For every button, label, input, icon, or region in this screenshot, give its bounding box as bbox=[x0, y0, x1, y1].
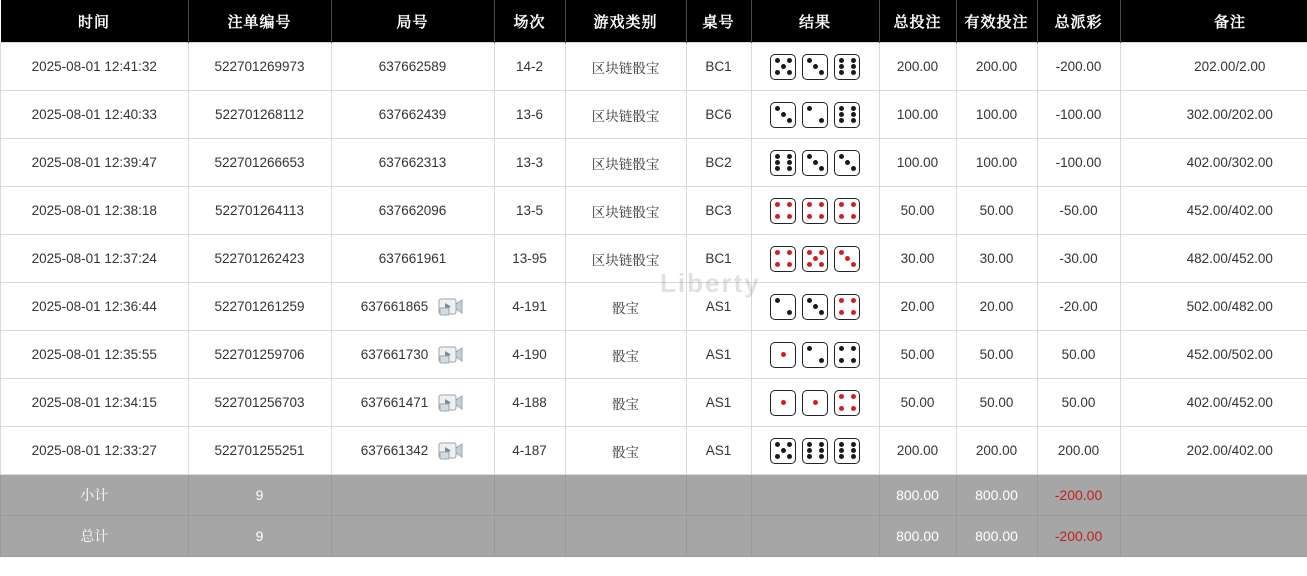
column-header-total-payout[interactable]: 总派彩 bbox=[1037, 0, 1120, 43]
grandtotal-row-remark-blank bbox=[1120, 516, 1307, 557]
table-header bbox=[1, 0, 1307, 43]
cell-game-type: 区块链骰宝 bbox=[565, 91, 686, 139]
dice-face-6 bbox=[770, 150, 796, 176]
dice-face-6 bbox=[802, 438, 828, 464]
cell-result bbox=[751, 91, 879, 139]
cell-total-bet: 30.00 bbox=[879, 235, 956, 283]
round-no-wrapper bbox=[333, 344, 493, 366]
cell-total-bet: 100.00 bbox=[879, 91, 956, 139]
dice-group bbox=[753, 54, 878, 80]
cell-remark: 482.00/452.00 bbox=[1120, 235, 1307, 283]
dice-face-6 bbox=[834, 102, 860, 128]
grandtotal-row-total-bet: 800.00 bbox=[879, 516, 956, 557]
cell-valid-bet: 50.00 bbox=[956, 331, 1037, 379]
subtotal-row-total-bet: 800.00 bbox=[879, 475, 956, 516]
dice-face-1 bbox=[770, 390, 796, 416]
cell-remark: 202.00/2.00 bbox=[1120, 43, 1307, 91]
cell-result bbox=[751, 235, 879, 283]
cell-table-no: AS1 bbox=[686, 379, 751, 427]
cell-game-type: 区块链骰宝 bbox=[565, 187, 686, 235]
cell-valid-bet: 50.00 bbox=[956, 187, 1037, 235]
dice-face-4 bbox=[770, 246, 796, 272]
column-header-valid-bet[interactable]: 有效投注 bbox=[956, 0, 1037, 43]
cell-game-type: 骰宝 bbox=[565, 283, 686, 331]
cell-order-no: 522701262423 bbox=[188, 235, 331, 283]
table-row[interactable] bbox=[1, 91, 1307, 139]
round-no-text: 637661471 bbox=[360, 395, 429, 410]
dice-group bbox=[753, 438, 878, 464]
grandtotal-row-game-type-blank bbox=[565, 516, 686, 557]
dice-group bbox=[753, 150, 878, 176]
video-replay-icon[interactable] bbox=[438, 392, 464, 414]
round-no-wrapper bbox=[333, 155, 493, 170]
cell-table-no: BC1 bbox=[686, 43, 751, 91]
cell-time: 2025-08-01 12:37:24 bbox=[1, 235, 189, 283]
dice-face-4 bbox=[834, 198, 860, 224]
cell-session: 4-188 bbox=[494, 379, 565, 427]
round-no-text: 637661961 bbox=[378, 251, 447, 266]
round-no-wrapper bbox=[333, 203, 493, 218]
cell-game-type: 骰宝 bbox=[565, 427, 686, 475]
cell-order-no: 522701256703 bbox=[188, 379, 331, 427]
dice-face-2 bbox=[802, 342, 828, 368]
dice-face-6 bbox=[834, 438, 860, 464]
cell-remark: 452.00/502.00 bbox=[1120, 331, 1307, 379]
grandtotal-row-table-blank bbox=[686, 516, 751, 557]
cell-total-payout: 200.00 bbox=[1037, 427, 1120, 475]
cell-valid-bet: 30.00 bbox=[956, 235, 1037, 283]
cell-remark: 402.00/452.00 bbox=[1120, 379, 1307, 427]
cell-result bbox=[751, 283, 879, 331]
dice-group bbox=[753, 294, 878, 320]
cell-valid-bet: 200.00 bbox=[956, 43, 1037, 91]
cell-round-no bbox=[331, 427, 494, 475]
dice-face-6 bbox=[834, 54, 860, 80]
subtotal-row-table-blank bbox=[686, 475, 751, 516]
cell-session: 14-2 bbox=[494, 43, 565, 91]
table-row[interactable] bbox=[1, 379, 1307, 427]
cell-session: 4-190 bbox=[494, 331, 565, 379]
cell-total-payout: -200.00 bbox=[1037, 43, 1120, 91]
cell-valid-bet: 100.00 bbox=[956, 91, 1037, 139]
dice-face-1 bbox=[802, 390, 828, 416]
column-header-session[interactable]: 场次 bbox=[494, 0, 565, 43]
dice-face-4 bbox=[802, 198, 828, 224]
round-no-wrapper bbox=[333, 107, 493, 122]
cell-remark: 202.00/402.00 bbox=[1120, 427, 1307, 475]
dice-face-2 bbox=[802, 102, 828, 128]
dice-group bbox=[753, 102, 878, 128]
dice-group bbox=[753, 342, 878, 368]
dice-face-3 bbox=[834, 246, 860, 272]
subtotal-row-round-blank bbox=[331, 475, 494, 516]
table-row[interactable] bbox=[1, 43, 1307, 91]
cell-round-no bbox=[331, 331, 494, 379]
cell-remark: 402.00/302.00 bbox=[1120, 139, 1307, 187]
watermark: Liberty bbox=[660, 268, 761, 298]
cell-valid-bet: 20.00 bbox=[956, 283, 1037, 331]
dice-face-3 bbox=[770, 102, 796, 128]
round-no-wrapper bbox=[333, 296, 493, 318]
cell-table-no: AS1 bbox=[686, 427, 751, 475]
dice-face-4 bbox=[770, 198, 796, 224]
cell-round-no bbox=[331, 91, 494, 139]
cell-remark: 452.00/402.00 bbox=[1120, 187, 1307, 235]
cell-session: 13-3 bbox=[494, 139, 565, 187]
column-header-remark[interactable]: 备注 bbox=[1120, 0, 1307, 43]
dice-face-3 bbox=[802, 294, 828, 320]
table-body bbox=[1, 43, 1307, 557]
round-no-wrapper bbox=[333, 251, 493, 266]
dice-face-1 bbox=[770, 342, 796, 368]
round-no-text: 637661865 bbox=[360, 299, 429, 314]
cell-result bbox=[751, 379, 879, 427]
grandtotal-row bbox=[1, 516, 1307, 557]
cell-valid-bet: 100.00 bbox=[956, 139, 1037, 187]
table-row[interactable] bbox=[1, 139, 1307, 187]
cell-game-type: 区块链骰宝 bbox=[565, 139, 686, 187]
table-row[interactable] bbox=[1, 283, 1307, 331]
dice-face-5 bbox=[802, 246, 828, 272]
cell-game-type: 区块链骰宝 bbox=[565, 43, 686, 91]
cell-table-no: AS1 bbox=[686, 331, 751, 379]
subtotal-row bbox=[1, 475, 1307, 516]
column-header-table-no[interactable]: 桌号 bbox=[686, 0, 751, 43]
column-header-result[interactable]: 结果 bbox=[751, 0, 879, 43]
table-row[interactable] bbox=[1, 235, 1307, 283]
round-no-text: 637661730 bbox=[360, 347, 429, 362]
cell-session: 13-5 bbox=[494, 187, 565, 235]
video-replay-icon[interactable] bbox=[438, 440, 464, 462]
cell-remark: 502.00/482.00 bbox=[1120, 283, 1307, 331]
round-no-text: 637662096 bbox=[378, 203, 447, 218]
cell-result bbox=[751, 43, 879, 91]
round-no-wrapper bbox=[333, 440, 493, 462]
subtotal-row-total-payout: -200.00 bbox=[1037, 475, 1120, 516]
cell-time: 2025-08-01 12:35:55 bbox=[1, 331, 189, 379]
cell-time: 2025-08-01 12:33:27 bbox=[1, 427, 189, 475]
cell-result bbox=[751, 187, 879, 235]
subtotal-row-result-blank bbox=[751, 475, 879, 516]
cell-remark: 302.00/202.00 bbox=[1120, 91, 1307, 139]
dice-face-2 bbox=[770, 294, 796, 320]
round-no-text: 637661342 bbox=[360, 443, 429, 458]
subtotal-row-count: 9 bbox=[188, 475, 331, 516]
grandtotal-row-total-payout: -200.00 bbox=[1037, 516, 1120, 557]
dice-group bbox=[753, 390, 878, 416]
cell-table-no: BC6 bbox=[686, 91, 751, 139]
cell-result bbox=[751, 427, 879, 475]
cell-order-no: 522701266653 bbox=[188, 139, 331, 187]
cell-valid-bet: 200.00 bbox=[956, 427, 1037, 475]
round-no-wrapper bbox=[333, 392, 493, 414]
video-replay-icon[interactable] bbox=[438, 296, 464, 318]
subtotal-row-remark-blank bbox=[1120, 475, 1307, 516]
cell-table-no: BC3 bbox=[686, 187, 751, 235]
cell-total-bet: 100.00 bbox=[879, 139, 956, 187]
dice-face-5 bbox=[770, 54, 796, 80]
cell-round-no bbox=[331, 283, 494, 331]
cell-order-no: 522701264113 bbox=[188, 187, 331, 235]
subtotal-row-game-type-blank bbox=[565, 475, 686, 516]
grandtotal-row-valid-bet: 800.00 bbox=[956, 516, 1037, 557]
cell-total-payout: 50.00 bbox=[1037, 331, 1120, 379]
cell-time: 2025-08-01 12:38:18 bbox=[1, 187, 189, 235]
round-no-text: 637662439 bbox=[378, 107, 447, 122]
column-header-total-bet[interactable]: 总投注 bbox=[879, 0, 956, 43]
cell-valid-bet: 50.00 bbox=[956, 379, 1037, 427]
cell-total-bet: 20.00 bbox=[879, 283, 956, 331]
column-header-time[interactable]: 时间 bbox=[1, 0, 189, 43]
cell-total-payout: -20.00 bbox=[1037, 283, 1120, 331]
dice-face-4 bbox=[834, 342, 860, 368]
cell-total-bet: 50.00 bbox=[879, 379, 956, 427]
cell-session: 13-95 bbox=[494, 235, 565, 283]
cell-round-no bbox=[331, 235, 494, 283]
round-no-wrapper bbox=[333, 59, 493, 74]
cell-total-bet: 200.00 bbox=[879, 43, 956, 91]
cell-total-bet: 50.00 bbox=[879, 331, 956, 379]
round-no-text: 637662589 bbox=[378, 59, 447, 74]
cell-table-no: AS1 bbox=[686, 283, 751, 331]
video-replay-icon[interactable] bbox=[438, 344, 464, 366]
cell-total-payout: 50.00 bbox=[1037, 379, 1120, 427]
column-header-order-no[interactable]: 注单编号 bbox=[188, 0, 331, 43]
grandtotal-row-label: 总计 bbox=[1, 516, 189, 557]
cell-order-no: 522701259706 bbox=[188, 331, 331, 379]
cell-result bbox=[751, 331, 879, 379]
cell-order-no: 522701269973 bbox=[188, 43, 331, 91]
cell-table-no: BC1 bbox=[686, 235, 751, 283]
cell-table-no: BC2 bbox=[686, 139, 751, 187]
dice-face-5 bbox=[770, 438, 796, 464]
grandtotal-row-result-blank bbox=[751, 516, 879, 557]
cell-time: 2025-08-01 12:36:44 bbox=[1, 283, 189, 331]
cell-total-bet: 50.00 bbox=[879, 187, 956, 235]
cell-order-no: 522701261259 bbox=[188, 283, 331, 331]
cell-time: 2025-08-01 12:40:33 bbox=[1, 91, 189, 139]
cell-session: 13-6 bbox=[494, 91, 565, 139]
cell-time: 2025-08-01 12:34:15 bbox=[1, 379, 189, 427]
column-header-round-no[interactable]: 局号 bbox=[331, 0, 494, 43]
cell-round-no bbox=[331, 139, 494, 187]
dice-face-4 bbox=[834, 294, 860, 320]
dice-group bbox=[753, 198, 878, 224]
column-header-game-type[interactable]: 游戏类别 bbox=[565, 0, 686, 43]
cell-total-bet: 200.00 bbox=[879, 427, 956, 475]
cell-order-no: 522701255251 bbox=[188, 427, 331, 475]
table-row[interactable] bbox=[1, 427, 1307, 475]
cell-order-no: 522701268112 bbox=[188, 91, 331, 139]
table-row[interactable] bbox=[1, 331, 1307, 379]
round-no-text: 637662313 bbox=[378, 155, 447, 170]
header-row bbox=[1, 0, 1307, 43]
cell-time: 2025-08-01 12:39:47 bbox=[1, 139, 189, 187]
dice-face-3 bbox=[834, 150, 860, 176]
cell-game-type: 骰宝 bbox=[565, 379, 686, 427]
cell-total-payout: -50.00 bbox=[1037, 187, 1120, 235]
cell-round-no bbox=[331, 379, 494, 427]
dice-face-3 bbox=[802, 150, 828, 176]
dice-face-3 bbox=[802, 54, 828, 80]
cell-time: 2025-08-01 12:41:32 bbox=[1, 43, 189, 91]
cell-total-payout: -100.00 bbox=[1037, 139, 1120, 187]
cell-total-payout: -100.00 bbox=[1037, 91, 1120, 139]
grandtotal-row-round-blank bbox=[331, 516, 494, 557]
table-row[interactable] bbox=[1, 187, 1307, 235]
cell-total-payout: -30.00 bbox=[1037, 235, 1120, 283]
grandtotal-row-session-blank bbox=[494, 516, 565, 557]
cell-game-type: 区块链骰宝 bbox=[565, 235, 686, 283]
cell-round-no bbox=[331, 43, 494, 91]
subtotal-row-session-blank bbox=[494, 475, 565, 516]
cell-game-type: 骰宝 bbox=[565, 331, 686, 379]
dice-face-4 bbox=[834, 390, 860, 416]
cell-session: 4-187 bbox=[494, 427, 565, 475]
subtotal-row-valid-bet: 800.00 bbox=[956, 475, 1037, 516]
cell-result bbox=[751, 139, 879, 187]
dice-group bbox=[753, 246, 878, 272]
subtotal-row-label: 小计 bbox=[1, 475, 189, 516]
cell-session: 4-191 bbox=[494, 283, 565, 331]
cell-round-no bbox=[331, 187, 494, 235]
grandtotal-row-count: 9 bbox=[188, 516, 331, 557]
